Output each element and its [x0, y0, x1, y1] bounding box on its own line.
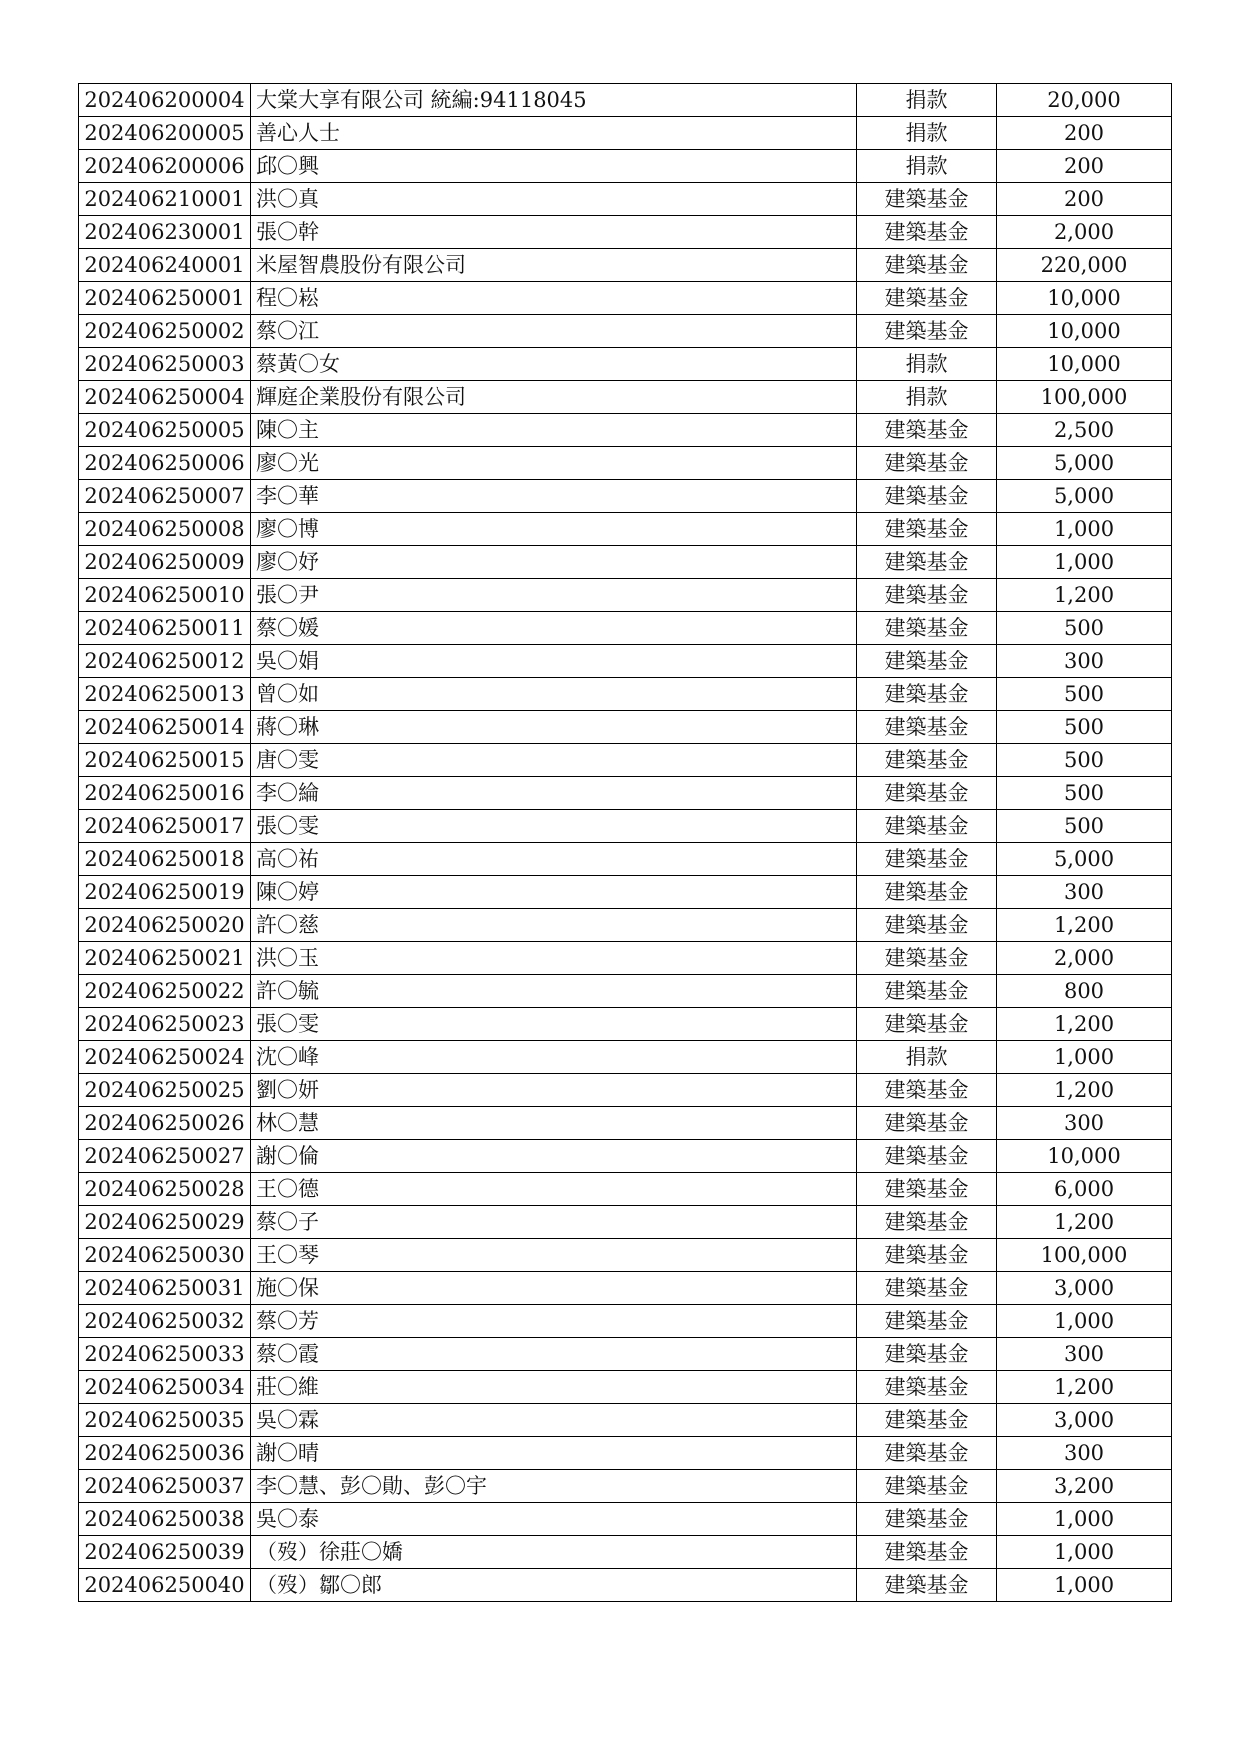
donor-name-cell: 蔡〇媛	[251, 612, 857, 645]
table-row	[79, 1470, 1172, 1503]
donor-name-cell: 莊〇維	[251, 1371, 857, 1404]
table-row	[79, 447, 1172, 480]
amount-cell: 5,000	[997, 447, 1172, 480]
receipt-number-cell: 202406250018	[79, 843, 251, 876]
donation-type-cell: 建築基金	[857, 414, 997, 447]
table-row	[79, 1107, 1172, 1140]
receipt-number-cell: 202406250004	[79, 381, 251, 414]
amount-cell: 1,000	[997, 1305, 1172, 1338]
donation-type-cell: 捐款	[857, 117, 997, 150]
donation-type-cell: 建築基金	[857, 183, 997, 216]
table-row	[79, 381, 1172, 414]
table-row	[79, 843, 1172, 876]
table-row	[79, 579, 1172, 612]
receipt-number-cell: 202406250008	[79, 513, 251, 546]
amount-cell: 2,500	[997, 414, 1172, 447]
donor-name-cell: 蔡〇江	[251, 315, 857, 348]
amount-cell: 10,000	[997, 1140, 1172, 1173]
receipt-number-cell: 202406250001	[79, 282, 251, 315]
receipt-number-cell: 202406250019	[79, 876, 251, 909]
receipt-number-cell: 202406250021	[79, 942, 251, 975]
donation-type-cell: 捐款	[857, 381, 997, 414]
receipt-number-cell: 202406250036	[79, 1437, 251, 1470]
donation-type-cell: 建築基金	[857, 1371, 997, 1404]
amount-cell: 200	[997, 150, 1172, 183]
amount-cell: 300	[997, 1107, 1172, 1140]
table-row	[79, 414, 1172, 447]
receipt-number-cell: 202406250039	[79, 1536, 251, 1569]
table-row	[79, 150, 1172, 183]
table-row	[79, 1206, 1172, 1239]
donor-name-cell: 許〇慈	[251, 909, 857, 942]
amount-cell: 1,000	[997, 1536, 1172, 1569]
donor-name-cell: 李〇慧、彭〇勛、彭〇宇	[251, 1470, 857, 1503]
amount-cell: 1,000	[997, 513, 1172, 546]
table-row	[79, 1173, 1172, 1206]
receipt-number-cell: 202406250002	[79, 315, 251, 348]
donation-type-cell: 建築基金	[857, 810, 997, 843]
amount-cell: 500	[997, 612, 1172, 645]
donation-type-cell: 建築基金	[857, 1569, 997, 1602]
donation-type-cell: 建築基金	[857, 1404, 997, 1437]
donation-type-cell: 建築基金	[857, 513, 997, 546]
donation-type-cell: 建築基金	[857, 711, 997, 744]
donation-type-cell: 建築基金	[857, 876, 997, 909]
amount-cell: 220,000	[997, 249, 1172, 282]
receipt-number-cell: 202406230001	[79, 216, 251, 249]
donation-type-cell: 建築基金	[857, 480, 997, 513]
donor-name-cell: 陳〇婷	[251, 876, 857, 909]
table-row	[79, 1008, 1172, 1041]
ledger-body	[79, 84, 1172, 1602]
donor-name-cell: 蔡〇霞	[251, 1338, 857, 1371]
table-row	[79, 810, 1172, 843]
donation-type-cell: 建築基金	[857, 975, 997, 1008]
donor-name-cell: 高〇祐	[251, 843, 857, 876]
donation-type-cell: 建築基金	[857, 1503, 997, 1536]
donation-type-cell: 建築基金	[857, 546, 997, 579]
amount-cell: 300	[997, 1338, 1172, 1371]
amount-cell: 800	[997, 975, 1172, 1008]
amount-cell: 3,000	[997, 1404, 1172, 1437]
donation-type-cell: 建築基金	[857, 1008, 997, 1041]
amount-cell: 1,200	[997, 1371, 1172, 1404]
amount-cell: 1,200	[997, 1074, 1172, 1107]
receipt-number-cell: 202406250035	[79, 1404, 251, 1437]
donation-type-cell: 建築基金	[857, 777, 997, 810]
donation-type-cell: 建築基金	[857, 282, 997, 315]
donation-type-cell: 建築基金	[857, 909, 997, 942]
donation-type-cell: 捐款	[857, 84, 997, 117]
receipt-number-cell: 202406250034	[79, 1371, 251, 1404]
table-row	[79, 315, 1172, 348]
donor-name-cell: 唐〇雯	[251, 744, 857, 777]
donor-name-cell: 蔡黃〇女	[251, 348, 857, 381]
table-row	[79, 942, 1172, 975]
table-row	[79, 216, 1172, 249]
amount-cell: 1,200	[997, 579, 1172, 612]
donation-type-cell: 建築基金	[857, 1206, 997, 1239]
table-row	[79, 777, 1172, 810]
table-row	[79, 1305, 1172, 1338]
amount-cell: 500	[997, 744, 1172, 777]
receipt-number-cell: 202406250024	[79, 1041, 251, 1074]
donor-name-cell: 沈〇峰	[251, 1041, 857, 1074]
donation-type-cell: 建築基金	[857, 1272, 997, 1305]
table-row	[79, 1371, 1172, 1404]
amount-cell: 10,000	[997, 348, 1172, 381]
donation-type-cell: 建築基金	[857, 645, 997, 678]
table-row	[79, 744, 1172, 777]
receipt-number-cell: 202406250015	[79, 744, 251, 777]
donor-name-cell: 吳〇泰	[251, 1503, 857, 1536]
receipt-number-cell: 202406250032	[79, 1305, 251, 1338]
donor-name-cell: 林〇慧	[251, 1107, 857, 1140]
donation-type-cell: 捐款	[857, 150, 997, 183]
amount-cell: 300	[997, 876, 1172, 909]
donor-name-cell: 洪〇玉	[251, 942, 857, 975]
table-row	[79, 1503, 1172, 1536]
receipt-number-cell: 202406250011	[79, 612, 251, 645]
donor-name-cell: 廖〇博	[251, 513, 857, 546]
table-row	[79, 1536, 1172, 1569]
amount-cell: 1,200	[997, 909, 1172, 942]
receipt-number-cell: 202406250023	[79, 1008, 251, 1041]
receipt-number-cell: 202406250020	[79, 909, 251, 942]
donor-name-cell: 大棠大享有限公司 統編:94118045	[251, 84, 857, 117]
donor-name-cell: 善心人士	[251, 117, 857, 150]
receipt-number-cell: 202406240001	[79, 249, 251, 282]
table-row	[79, 117, 1172, 150]
receipt-number-cell: 202406250013	[79, 678, 251, 711]
donor-name-cell: 吳〇娟	[251, 645, 857, 678]
amount-cell: 20,000	[997, 84, 1172, 117]
donation-ledger-table	[78, 83, 1172, 1602]
donation-type-cell: 捐款	[857, 1041, 997, 1074]
amount-cell: 500	[997, 711, 1172, 744]
amount-cell: 3,200	[997, 1470, 1172, 1503]
donation-type-cell: 建築基金	[857, 447, 997, 480]
amount-cell: 3,000	[997, 1272, 1172, 1305]
donor-name-cell: 謝〇倫	[251, 1140, 857, 1173]
donor-name-cell: 張〇雯	[251, 1008, 857, 1041]
table-row	[79, 1074, 1172, 1107]
receipt-number-cell: 202406250012	[79, 645, 251, 678]
receipt-number-cell: 202406250005	[79, 414, 251, 447]
amount-cell: 1,200	[997, 1206, 1172, 1239]
donation-type-cell: 建築基金	[857, 942, 997, 975]
amount-cell: 500	[997, 810, 1172, 843]
donation-type-cell: 建築基金	[857, 315, 997, 348]
donor-name-cell: 輝庭企業股份有限公司	[251, 381, 857, 414]
receipt-number-cell: 202406250003	[79, 348, 251, 381]
table-row	[79, 282, 1172, 315]
table-row	[79, 645, 1172, 678]
donation-type-cell: 建築基金	[857, 744, 997, 777]
table-row	[79, 1239, 1172, 1272]
amount-cell: 500	[997, 678, 1172, 711]
donor-name-cell: 廖〇光	[251, 447, 857, 480]
receipt-number-cell: 202406250022	[79, 975, 251, 1008]
receipt-number-cell: 202406250038	[79, 1503, 251, 1536]
donation-type-cell: 建築基金	[857, 1107, 997, 1140]
donor-name-cell: 王〇琴	[251, 1239, 857, 1272]
table-row	[79, 513, 1172, 546]
receipt-number-cell: 202406250029	[79, 1206, 251, 1239]
table-row	[79, 909, 1172, 942]
receipt-number-cell: 202406250007	[79, 480, 251, 513]
receipt-number-cell: 202406250009	[79, 546, 251, 579]
amount-cell: 2,000	[997, 942, 1172, 975]
donation-type-cell: 建築基金	[857, 1437, 997, 1470]
donor-name-cell: 蔡〇芳	[251, 1305, 857, 1338]
receipt-number-cell: 202406250014	[79, 711, 251, 744]
donation-type-cell: 建築基金	[857, 678, 997, 711]
donation-type-cell: 建築基金	[857, 216, 997, 249]
donor-name-cell: 吳〇霖	[251, 1404, 857, 1437]
donation-type-cell: 建築基金	[857, 1470, 997, 1503]
receipt-number-cell: 202406250031	[79, 1272, 251, 1305]
donation-type-cell: 建築基金	[857, 1536, 997, 1569]
table-row	[79, 1140, 1172, 1173]
amount-cell: 2,000	[997, 216, 1172, 249]
receipt-number-cell: 202406200005	[79, 117, 251, 150]
donation-type-cell: 捐款	[857, 348, 997, 381]
table-row	[79, 183, 1172, 216]
donor-name-cell: （歿）鄒〇郎	[251, 1569, 857, 1602]
donor-name-cell: 邱〇興	[251, 150, 857, 183]
amount-cell: 10,000	[997, 282, 1172, 315]
donor-name-cell: 曾〇如	[251, 678, 857, 711]
amount-cell: 300	[997, 645, 1172, 678]
donor-name-cell: 米屋智農股份有限公司	[251, 249, 857, 282]
amount-cell: 5,000	[997, 843, 1172, 876]
donation-type-cell: 建築基金	[857, 1338, 997, 1371]
receipt-number-cell: 202406250030	[79, 1239, 251, 1272]
receipt-number-cell: 202406250040	[79, 1569, 251, 1602]
table-row	[79, 678, 1172, 711]
amount-cell: 6,000	[997, 1173, 1172, 1206]
donor-name-cell: 程〇崧	[251, 282, 857, 315]
receipt-number-cell: 202406250010	[79, 579, 251, 612]
receipt-number-cell: 202406250006	[79, 447, 251, 480]
table-row	[79, 1404, 1172, 1437]
table-row	[79, 546, 1172, 579]
receipt-number-cell: 202406250026	[79, 1107, 251, 1140]
receipt-number-cell: 202406250016	[79, 777, 251, 810]
donor-name-cell: 蔣〇琳	[251, 711, 857, 744]
receipt-number-cell: 202406200006	[79, 150, 251, 183]
table-row	[79, 612, 1172, 645]
receipt-number-cell: 202406200004	[79, 84, 251, 117]
receipt-number-cell: 202406250033	[79, 1338, 251, 1371]
donor-name-cell: 劉〇妍	[251, 1074, 857, 1107]
donor-name-cell: 施〇保	[251, 1272, 857, 1305]
table-row	[79, 1569, 1172, 1602]
table-row	[79, 1041, 1172, 1074]
receipt-number-cell: 202406250028	[79, 1173, 251, 1206]
receipt-number-cell: 202406250017	[79, 810, 251, 843]
donor-name-cell: 王〇德	[251, 1173, 857, 1206]
donor-name-cell: （歿）徐莊〇嬌	[251, 1536, 857, 1569]
amount-cell: 300	[997, 1437, 1172, 1470]
table-row	[79, 480, 1172, 513]
donor-name-cell: 廖〇妤	[251, 546, 857, 579]
receipt-number-cell: 202406210001	[79, 183, 251, 216]
donor-name-cell: 李〇綸	[251, 777, 857, 810]
amount-cell: 5,000	[997, 480, 1172, 513]
amount-cell: 100,000	[997, 381, 1172, 414]
amount-cell: 1,200	[997, 1008, 1172, 1041]
table-row	[79, 84, 1172, 117]
donor-name-cell: 張〇雯	[251, 810, 857, 843]
donation-type-cell: 建築基金	[857, 1239, 997, 1272]
donor-name-cell: 陳〇主	[251, 414, 857, 447]
table-row	[79, 1272, 1172, 1305]
amount-cell: 200	[997, 183, 1172, 216]
donation-type-cell: 建築基金	[857, 579, 997, 612]
amount-cell: 500	[997, 777, 1172, 810]
amount-cell: 1,000	[997, 1041, 1172, 1074]
amount-cell: 200	[997, 117, 1172, 150]
donor-name-cell: 張〇尹	[251, 579, 857, 612]
table-row	[79, 348, 1172, 381]
receipt-number-cell: 202406250027	[79, 1140, 251, 1173]
table-row	[79, 975, 1172, 1008]
receipt-number-cell: 202406250025	[79, 1074, 251, 1107]
donation-type-cell: 建築基金	[857, 1074, 997, 1107]
amount-cell: 1,000	[997, 546, 1172, 579]
table-row	[79, 711, 1172, 744]
donor-name-cell: 許〇毓	[251, 975, 857, 1008]
donor-name-cell: 李〇華	[251, 480, 857, 513]
amount-cell: 1,000	[997, 1569, 1172, 1602]
amount-cell: 10,000	[997, 315, 1172, 348]
table-row	[79, 1338, 1172, 1371]
donation-type-cell: 建築基金	[857, 843, 997, 876]
donor-name-cell: 蔡〇子	[251, 1206, 857, 1239]
donation-type-cell: 建築基金	[857, 1305, 997, 1338]
receipt-number-cell: 202406250037	[79, 1470, 251, 1503]
table-row	[79, 249, 1172, 282]
donation-type-cell: 建築基金	[857, 612, 997, 645]
amount-cell: 1,000	[997, 1503, 1172, 1536]
donor-name-cell: 謝〇晴	[251, 1437, 857, 1470]
table-row	[79, 1437, 1172, 1470]
amount-cell: 100,000	[997, 1239, 1172, 1272]
donation-type-cell: 建築基金	[857, 1173, 997, 1206]
donation-type-cell: 建築基金	[857, 1140, 997, 1173]
donation-type-cell: 建築基金	[857, 249, 997, 282]
table-row	[79, 876, 1172, 909]
donor-name-cell: 張〇幹	[251, 216, 857, 249]
donor-name-cell: 洪〇真	[251, 183, 857, 216]
